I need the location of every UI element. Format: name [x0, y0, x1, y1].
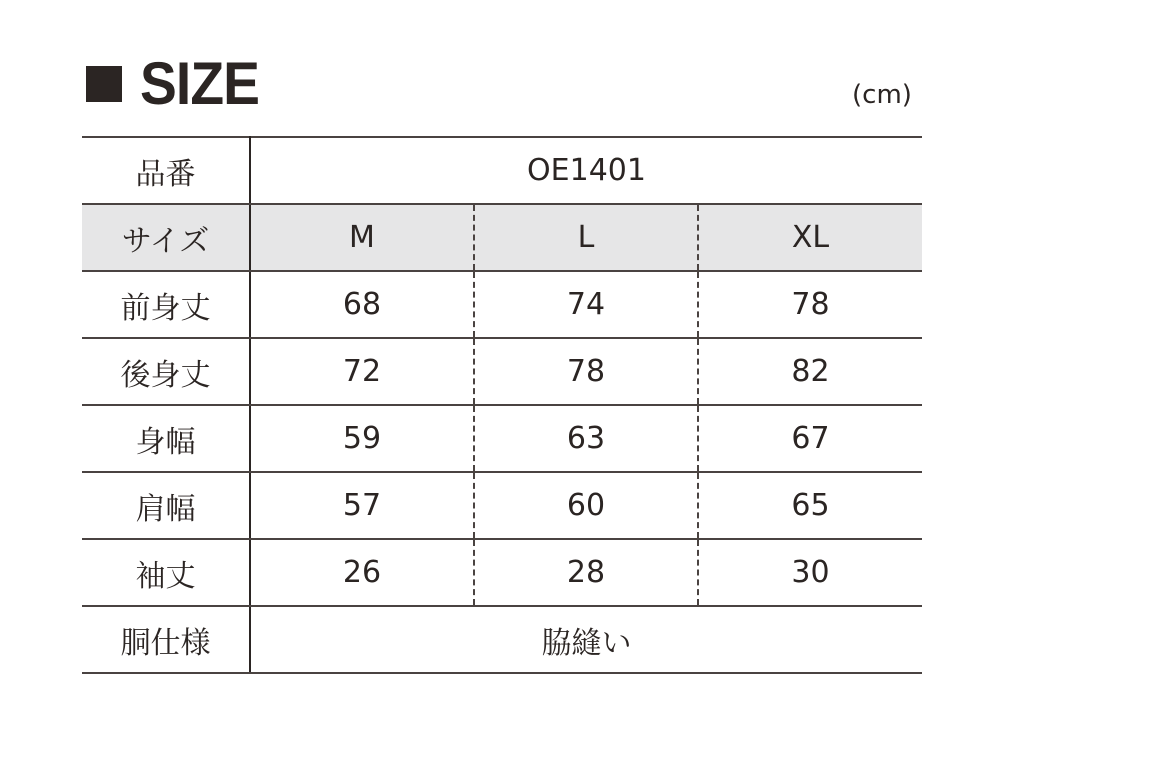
row-label: 肩幅 [82, 472, 250, 539]
row-label: 身幅 [82, 405, 250, 472]
table-row [82, 338, 922, 405]
row-label: 袖丈 [82, 539, 250, 606]
table-row [82, 539, 922, 606]
row-label: 後身丈 [82, 338, 250, 405]
table-cell: 74 [474, 271, 698, 338]
size-header-m: M [250, 204, 474, 271]
row-label: 前身丈 [82, 271, 250, 338]
table-row [82, 405, 922, 472]
table-row [82, 472, 922, 539]
body-spec-row [82, 606, 922, 673]
table-cell: 26 [250, 539, 474, 606]
size-header-xl: XL [698, 204, 922, 271]
body-value: 脇縫い [250, 606, 922, 673]
page-title [86, 52, 269, 116]
table-cell: 63 [474, 405, 698, 472]
title-text: SIZE [140, 50, 260, 117]
table-cell: 78 [698, 271, 922, 338]
table-row [82, 271, 922, 338]
size-label: サイズ [82, 204, 250, 271]
table-cell: 67 [698, 405, 922, 472]
unit-label: (cm) [852, 80, 912, 110]
table-cell: 72 [250, 338, 474, 405]
product-row [82, 137, 922, 204]
table-cell: 60 [474, 472, 698, 539]
size-header-row [82, 204, 922, 271]
product-code: OE1401 [250, 137, 922, 204]
size-table [82, 136, 922, 674]
table-cell: 78 [474, 338, 698, 405]
body-label: 胴仕様 [82, 606, 250, 673]
table-cell: 57 [250, 472, 474, 539]
table-cell: 59 [250, 405, 474, 472]
table-cell: 30 [698, 539, 922, 606]
table-cell: 68 [250, 271, 474, 338]
table-cell: 28 [474, 539, 698, 606]
size-header-l: L [474, 204, 698, 271]
title-square-icon [86, 66, 122, 102]
table-cell: 65 [698, 472, 922, 539]
table-cell: 82 [698, 338, 922, 405]
product-label: 品番 [82, 137, 250, 204]
